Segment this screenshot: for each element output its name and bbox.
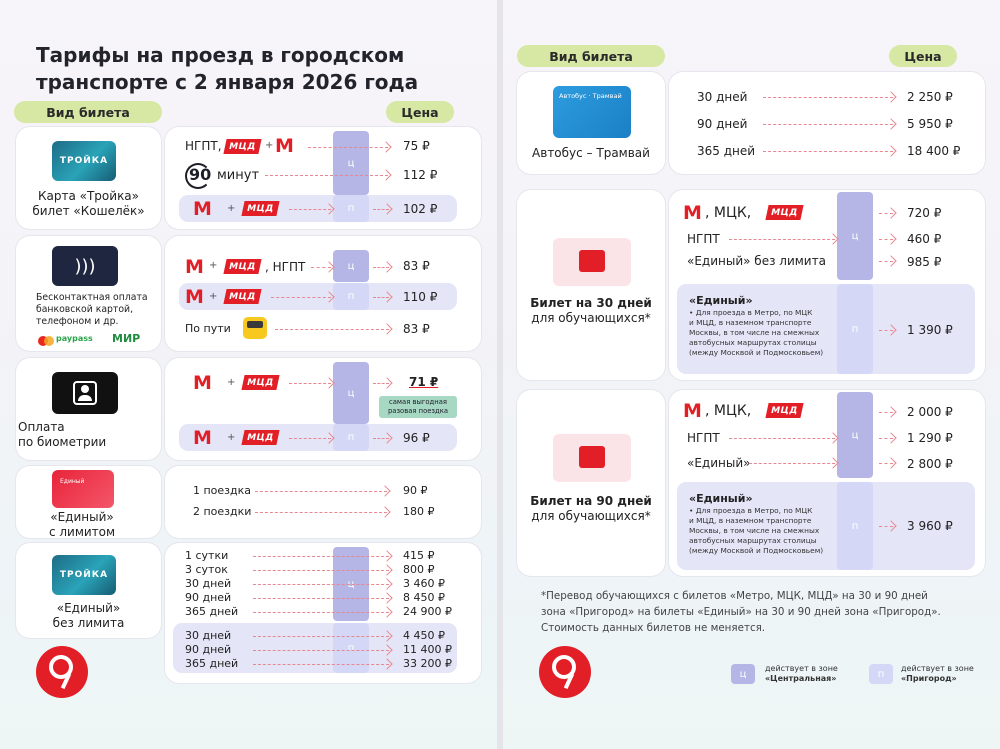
row-label: 1 сутки bbox=[185, 549, 229, 562]
ticket-name: «Единый» без лимита bbox=[52, 601, 125, 630]
price: 5 950 ₽ bbox=[907, 117, 953, 131]
price: 102 ₽ bbox=[403, 202, 438, 216]
moscow-transport-logo bbox=[539, 646, 591, 698]
legend-suburban-text: действует в зоне «Пригород» bbox=[901, 664, 974, 683]
arrow bbox=[749, 463, 835, 464]
zone-suburban-badge: п bbox=[333, 424, 369, 451]
zone-suburban-badge: п bbox=[333, 195, 369, 222]
arrow bbox=[289, 383, 331, 384]
price: 112 ₽ bbox=[403, 168, 438, 182]
row-label: , МЦК, bbox=[705, 205, 752, 221]
row-label: 90 дней bbox=[697, 117, 748, 131]
arrow bbox=[879, 239, 893, 240]
price: 18 400 ₽ bbox=[907, 144, 961, 158]
row-label: минут bbox=[217, 168, 260, 183]
p-title: «Единый» bbox=[689, 492, 753, 505]
arrow bbox=[253, 664, 389, 665]
mcd-logo: МЦД bbox=[765, 403, 803, 418]
plus-sign: + bbox=[227, 203, 236, 214]
contactless-icon: ))) bbox=[52, 246, 118, 286]
ticket-name: Билет на 30 дней для обучающихся* bbox=[530, 296, 652, 325]
mcd-logo: МЦД bbox=[223, 289, 261, 304]
moscow-transport-logo bbox=[36, 646, 88, 698]
taxi-icon bbox=[243, 317, 267, 339]
arrow bbox=[879, 463, 893, 464]
price: 83 ₽ bbox=[403, 259, 430, 273]
ticket-card-edinyi-limit bbox=[16, 466, 161, 538]
row-label: , МЦК, bbox=[705, 403, 752, 419]
price: 8 450 ₽ bbox=[403, 591, 445, 604]
price: 2 000 ₽ bbox=[907, 405, 953, 419]
metro-logo: М bbox=[275, 135, 294, 157]
minutes-number: 90 bbox=[189, 165, 212, 184]
row-label: 30 дней bbox=[185, 629, 232, 642]
arrow bbox=[253, 570, 389, 571]
zone-central-badge: ц bbox=[837, 392, 873, 478]
page-title: Тарифы на проезд в городском транспорте с 2 января 2026 года bbox=[36, 43, 419, 94]
mcd-logo: МЦД bbox=[765, 205, 803, 220]
arrow bbox=[253, 584, 389, 585]
price: 1 290 ₽ bbox=[907, 431, 953, 445]
arrow bbox=[275, 329, 389, 330]
row-label: НГПТ bbox=[687, 232, 720, 246]
mcd-logo: МЦД bbox=[241, 201, 279, 216]
troika-card-image: ТРОЙКА bbox=[52, 555, 116, 595]
row-label: 90 дней bbox=[185, 591, 232, 604]
arrow bbox=[879, 330, 893, 331]
arrow bbox=[879, 412, 893, 413]
row-label: 30 дней bbox=[185, 577, 232, 590]
metro-logo: М bbox=[193, 372, 212, 394]
paypass-label: paypass bbox=[56, 334, 93, 343]
arrow bbox=[271, 297, 331, 298]
price: 75 ₽ bbox=[403, 139, 430, 153]
arrow bbox=[763, 124, 893, 125]
arrow bbox=[373, 297, 389, 298]
zone-suburban-badge: п bbox=[837, 482, 873, 570]
arrow bbox=[253, 598, 389, 599]
price-card-student-90 bbox=[669, 390, 985, 576]
price: 985 ₽ bbox=[907, 255, 942, 269]
plus-sign: + bbox=[209, 260, 218, 271]
arrow bbox=[879, 213, 893, 214]
ticket-name: Бесконтактная оплата банковской картой, телефоном и др. bbox=[36, 292, 148, 327]
ticket-name: Карта «Тройка» билет «Кошелёк» bbox=[32, 189, 145, 218]
price: 415 ₽ bbox=[403, 549, 435, 562]
price: 11 400 ₽ bbox=[403, 643, 452, 656]
troika-card-image: ТРОЙКА bbox=[52, 141, 116, 181]
ticket-name: Автобус – Трамвай bbox=[532, 146, 650, 160]
column-ticket-header: Вид билета bbox=[14, 101, 162, 123]
arrow bbox=[763, 97, 893, 98]
row-label: 30 дней bbox=[697, 90, 748, 104]
arrow bbox=[763, 151, 893, 152]
arrow bbox=[311, 267, 331, 268]
edinyi-card-image: Единый bbox=[52, 470, 114, 508]
metro-logo: М bbox=[683, 202, 702, 224]
column-ticket-header: Вид билета bbox=[517, 45, 665, 67]
column-price-header: Цена bbox=[889, 45, 957, 67]
arrow bbox=[253, 636, 389, 637]
arrow bbox=[879, 438, 893, 439]
row-label: , НГПТ bbox=[265, 260, 306, 274]
plus-sign: + bbox=[209, 291, 218, 302]
price: 90 ₽ bbox=[403, 484, 428, 497]
arrow bbox=[308, 147, 388, 148]
p-title: «Единый» bbox=[689, 294, 753, 307]
arrow bbox=[879, 261, 893, 262]
price: 180 ₽ bbox=[403, 505, 435, 518]
arrow bbox=[373, 438, 389, 439]
best-deal-badge: самая выгодная разовая поездка bbox=[379, 396, 457, 418]
row-label: 365 дней bbox=[697, 144, 756, 158]
mastercard-icon bbox=[38, 336, 54, 346]
column-price-header: Цена bbox=[386, 101, 454, 123]
row-label: НГПТ, bbox=[185, 139, 222, 153]
ticket-card-troika bbox=[16, 127, 161, 229]
right-panel bbox=[503, 0, 1000, 749]
price: 4 450 ₽ bbox=[403, 629, 445, 642]
mcd-logo: МЦД bbox=[241, 375, 279, 390]
plus-sign: + bbox=[227, 377, 236, 388]
p-description: • Для проезда в Метро, по МЦК и МЦД, в наземном транспорте Москвы, в том числе на смежных автобусных маршрутах столицы (между Москвой и Подмосковьем) bbox=[689, 308, 824, 357]
price: 24 900 ₽ bbox=[403, 605, 452, 618]
row-label: 3 суток bbox=[185, 563, 228, 576]
ticket-name: «Единый» с лимитом bbox=[48, 510, 116, 539]
price-card-edinyi-nolimit bbox=[165, 543, 481, 683]
price: 720 ₽ bbox=[907, 206, 942, 220]
price-card-contactless bbox=[165, 236, 481, 351]
zone-suburban-badge: п bbox=[333, 283, 369, 310]
plus-sign: + bbox=[227, 432, 236, 443]
price-card-biometry bbox=[165, 358, 481, 460]
ticket-card-biometry bbox=[16, 358, 161, 460]
arrow bbox=[253, 556, 389, 557]
price: 83 ₽ bbox=[403, 322, 430, 336]
arrow bbox=[879, 526, 893, 527]
price: 33 200 ₽ bbox=[403, 657, 452, 670]
price: 2 250 ₽ bbox=[907, 90, 953, 104]
row-label: 365 дней bbox=[185, 605, 239, 618]
p-description: • Для проезда в Метро, по МЦК и МЦД, в наземном транспорте Москвы, в том числе на смежных автобусных маршрутах столицы (между Москвой и Подмосковьем) bbox=[689, 506, 824, 555]
price: 110 ₽ bbox=[403, 290, 438, 304]
face-id-icon bbox=[52, 372, 118, 414]
ticket-card-student-90 bbox=[517, 390, 665, 576]
mcd-logo: МЦД bbox=[241, 430, 279, 445]
zone-central-badge: ц bbox=[333, 547, 369, 621]
price-card-troika bbox=[165, 127, 481, 229]
zone-central-badge: ц bbox=[333, 250, 369, 282]
zone-central-badge: ц bbox=[837, 192, 873, 280]
plus-sign: + bbox=[265, 140, 274, 151]
row-label: 365 дней bbox=[185, 657, 239, 670]
metro-logo: М bbox=[185, 286, 204, 308]
price: 1 390 ₽ bbox=[907, 323, 953, 337]
arrow bbox=[729, 239, 835, 240]
arrow bbox=[253, 612, 389, 613]
metro-logo: М bbox=[193, 198, 212, 220]
arrow bbox=[255, 512, 387, 513]
row-label: 1 поездка bbox=[193, 484, 252, 497]
bus-tram-card-image: Автобус · Трамвай bbox=[553, 86, 631, 138]
ticket-name: Оплата по биометрии bbox=[18, 420, 107, 449]
row-label: «Единый» bbox=[687, 456, 751, 470]
ticket-card-student-30 bbox=[517, 190, 665, 380]
ticket-card-bus-tram bbox=[517, 72, 665, 174]
legend-central-text: действует в зоне «Центральная» bbox=[765, 664, 838, 683]
mcd-logo: МЦД bbox=[223, 139, 261, 154]
ticket-name: Билет на 90 дней для обучающихся* bbox=[530, 494, 652, 523]
zone-central-badge: ц bbox=[333, 131, 369, 195]
metro-logo: М bbox=[193, 427, 212, 449]
price-card-student-30 bbox=[669, 190, 985, 380]
arrow bbox=[289, 209, 331, 210]
zone-suburban-badge: п bbox=[333, 623, 369, 673]
arrow bbox=[373, 267, 389, 268]
student-card-image bbox=[553, 434, 631, 482]
left-panel bbox=[0, 0, 497, 749]
price-best: 71 ₽ bbox=[409, 375, 439, 389]
legend-zone-central-badge: ц bbox=[731, 664, 755, 684]
row-label: 2 поездки bbox=[193, 505, 252, 518]
legend-zone-suburban-badge: п bbox=[869, 664, 893, 684]
arrow bbox=[255, 491, 387, 492]
price-card-bus-tram bbox=[669, 72, 985, 174]
metro-logo: М bbox=[185, 256, 204, 278]
arrow bbox=[265, 175, 388, 176]
arrow bbox=[253, 650, 389, 651]
arrow bbox=[373, 383, 389, 384]
price: 96 ₽ bbox=[403, 431, 430, 445]
row-label: «Единый» без лимита bbox=[687, 254, 826, 268]
price: 800 ₽ bbox=[403, 563, 435, 576]
mcd-logo: МЦД bbox=[223, 259, 261, 274]
metro-logo: М bbox=[683, 400, 702, 422]
price: 460 ₽ bbox=[907, 232, 942, 246]
price-card-edinyi-limit bbox=[165, 466, 481, 538]
row-label: 90 дней bbox=[185, 643, 232, 656]
price: 3 960 ₽ bbox=[907, 519, 953, 533]
arrow bbox=[729, 438, 835, 439]
footnote: *Перевод обучающихся с билетов «Метро, МЦК, МЦД» на 30 и 90 дней зона «Пригород» на билеты «Единый» на 30 и 90 дней зона «Пригород». Стоимость данных билетов не меняется. bbox=[541, 590, 941, 634]
arrow bbox=[289, 438, 331, 439]
student-card-image bbox=[553, 238, 631, 286]
mir-logo: МИР bbox=[112, 332, 141, 345]
zone-central-badge: ц bbox=[333, 362, 369, 424]
row-label: НГПТ bbox=[687, 431, 720, 445]
price: 3 460 ₽ bbox=[403, 577, 445, 590]
zone-suburban-badge: п bbox=[837, 284, 873, 374]
ticket-card-contactless bbox=[16, 236, 161, 351]
price: 2 800 ₽ bbox=[907, 457, 953, 471]
arrow bbox=[373, 209, 389, 210]
row-label: По пути bbox=[185, 322, 231, 335]
ticket-card-edinyi-nolimit bbox=[16, 543, 161, 638]
